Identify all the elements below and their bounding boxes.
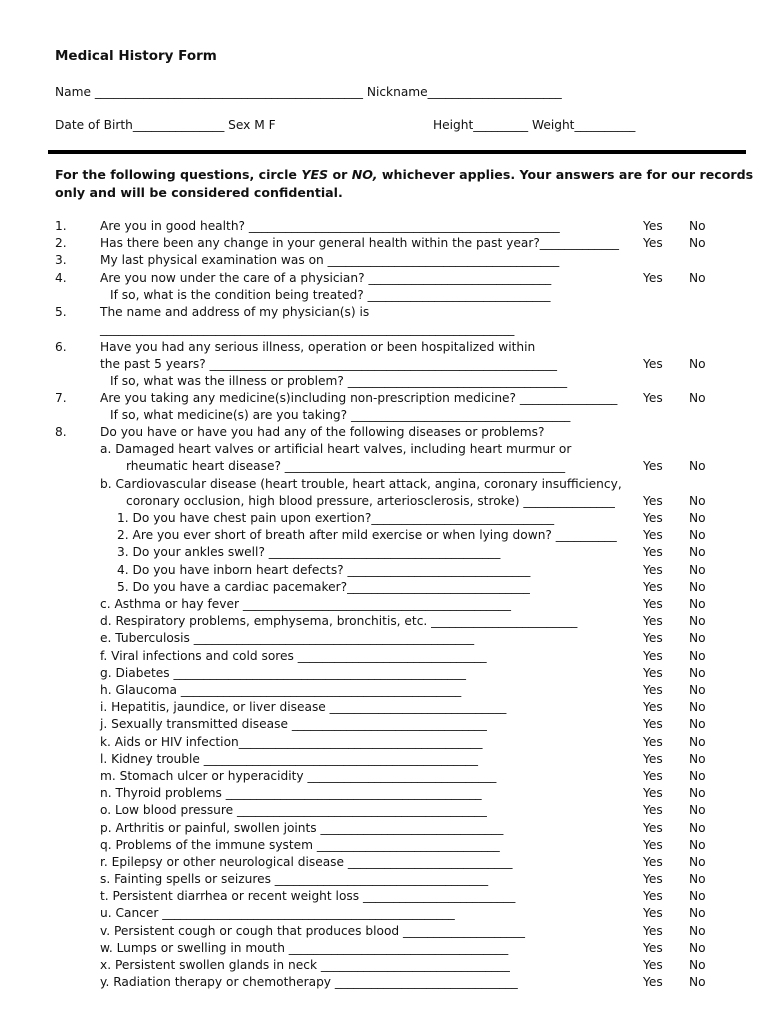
question-row — [0, 665, 770, 682]
question-row — [0, 235, 770, 252]
dob-sex-line[interactable]: Date of Birth_______________ Sex M F — [55, 118, 276, 132]
yes-option[interactable]: Yes — [643, 563, 663, 577]
no-option[interactable]: No — [689, 700, 706, 714]
question-text[interactable]: h. Glaucoma ______________________________________________ — [100, 683, 462, 697]
question-row — [0, 854, 770, 871]
question-text[interactable]: Are you in good health? ___________________________________________________ — [100, 219, 560, 233]
instructions-pre: For the following questions, circle — [55, 167, 302, 182]
form-title: Medical History Form — [55, 48, 217, 64]
question-row — [0, 716, 770, 733]
no-option[interactable]: No — [689, 528, 706, 542]
question-text[interactable]: The name and address of my physician(s) is — [100, 305, 370, 319]
question-row — [0, 699, 770, 716]
no-option[interactable]: No — [689, 872, 706, 886]
question-text[interactable]: 5. Do you have a cardiac pacemaker?______________________________ — [117, 580, 530, 594]
no-option[interactable]: No — [689, 735, 706, 749]
question-text[interactable]: f. Viral infections and cold sores _______________________________ — [100, 649, 487, 663]
no-option[interactable]: No — [689, 545, 706, 559]
question-text[interactable]: b. Cardiovascular disease (heart trouble, heart attack, angina, coronary insufficiency, — [100, 477, 622, 491]
no-option[interactable]: No — [689, 855, 706, 869]
yes-option[interactable]: Yes — [643, 889, 663, 903]
instructions-yes: YES — [301, 167, 329, 182]
yes-option[interactable]: Yes — [643, 391, 663, 405]
question-row — [0, 424, 770, 441]
no-option[interactable]: No — [689, 614, 706, 628]
question-row — [0, 527, 770, 544]
question-text[interactable]: y. Radiation therapy or chemotherapy ______________________________ — [100, 975, 518, 989]
question-row — [0, 562, 770, 579]
question-row — [0, 751, 770, 768]
no-option[interactable]: No — [689, 975, 706, 989]
question-row — [0, 321, 770, 338]
question-text[interactable]: Has there been any change in your general health within the past year?_____________ — [100, 236, 620, 250]
yes-option[interactable]: Yes — [643, 631, 663, 645]
question-row — [0, 287, 770, 304]
question-text[interactable]: Are you now under the care of a physician? ______________________________ — [100, 271, 552, 285]
question-row — [0, 304, 770, 321]
question-text[interactable]: x. Persistent swollen glands in neck _______________________________ — [100, 958, 510, 972]
no-option[interactable]: No — [689, 271, 706, 285]
no-option[interactable]: No — [689, 666, 706, 680]
question-row — [0, 871, 770, 888]
question-text[interactable]: If so, what medicine(s) are you taking? ____________________________________ — [110, 408, 571, 422]
yes-option[interactable]: Yes — [643, 528, 663, 542]
yes-option[interactable]: Yes — [643, 821, 663, 835]
question-text[interactable]: v. Persistent cough or cough that produces blood ____________________ — [100, 924, 525, 938]
yes-option[interactable]: Yes — [643, 717, 663, 731]
yes-option[interactable]: Yes — [643, 357, 663, 371]
question-text[interactable]: If so, what is the condition being treated? ______________________________ — [110, 288, 551, 302]
no-option[interactable]: No — [689, 717, 706, 731]
question-text[interactable]: Have you had any serious illness, operation or been hospitalized within — [100, 340, 536, 354]
no-option[interactable]: No — [689, 786, 706, 800]
question-text[interactable]: p. Arthritis or painful, swollen joints ______________________________ — [100, 821, 504, 835]
question-row — [0, 407, 770, 424]
yes-option[interactable]: Yes — [643, 975, 663, 989]
question-text[interactable]: j. Sexually transmitted disease ________________________________ — [100, 717, 487, 731]
yes-option[interactable]: Yes — [643, 769, 663, 783]
question-text[interactable]: ____________________________________________________________________ — [100, 322, 515, 336]
question-row — [0, 252, 770, 269]
no-option[interactable]: No — [689, 459, 706, 473]
question-text[interactable]: Are you taking any medicine(s)including non-prescription medicine? ________________ — [100, 391, 618, 405]
yes-option[interactable]: Yes — [643, 941, 663, 955]
yes-option[interactable]: Yes — [643, 459, 663, 473]
no-option[interactable]: No — [689, 597, 706, 611]
no-option[interactable]: No — [689, 924, 706, 938]
no-option[interactable]: No — [689, 941, 706, 955]
question-text[interactable]: t. Persistent diarrhea or recent weight loss _________________________ — [100, 889, 516, 903]
yes-option[interactable]: Yes — [643, 545, 663, 559]
question-row — [0, 493, 770, 510]
yes-option[interactable]: Yes — [643, 803, 663, 817]
question-row — [0, 544, 770, 561]
instructions-post: whichever applies. Your answers are for our records only and will be considered confidential. — [55, 167, 754, 200]
no-option[interactable]: No — [689, 494, 706, 508]
yes-option[interactable]: Yes — [643, 683, 663, 697]
question-text[interactable]: 3. Do your ankles swell? ______________________________________ — [117, 545, 501, 559]
question-text[interactable]: d. Respiratory problems, emphysema, bronchitis, etc. ________________________ — [100, 614, 578, 628]
question-row — [0, 940, 770, 957]
height-weight-line[interactable]: Height_________ Weight__________ — [433, 118, 636, 132]
no-option[interactable]: No — [689, 357, 706, 371]
yes-option[interactable]: Yes — [643, 580, 663, 594]
yes-option[interactable]: Yes — [643, 597, 663, 611]
question-text[interactable]: 1. Do you have chest pain upon exertion?______________________________ — [117, 511, 555, 525]
instructions-no: NO, — [351, 167, 378, 182]
yes-option[interactable]: Yes — [643, 666, 663, 680]
name-nickname-line[interactable]: Name ____________________________________________ Nickname______________________ — [55, 85, 562, 99]
no-option[interactable]: No — [689, 683, 706, 697]
yes-option[interactable]: Yes — [643, 958, 663, 972]
question-text[interactable]: l. Kidney trouble _____________________________________________ — [100, 752, 478, 766]
question-row — [0, 476, 770, 493]
question-row — [0, 596, 770, 613]
question-text[interactable]: i. Hepatitis, jaundice, or liver disease _____________________________ — [100, 700, 507, 714]
no-option[interactable]: No — [689, 821, 706, 835]
question-row — [0, 888, 770, 905]
no-option[interactable]: No — [689, 563, 706, 577]
yes-option[interactable]: Yes — [643, 271, 663, 285]
question-text[interactable]: k. Aids or HIV infection________________________________________ — [100, 735, 483, 749]
instructions — [55, 166, 755, 202]
no-option[interactable]: No — [689, 511, 706, 525]
question-row — [0, 734, 770, 751]
question-text[interactable]: coronary occlusion, high blood pressure, arteriosclerosis, stroke) _______________ — [126, 494, 615, 508]
question-text[interactable]: 2. Are you ever short of breath after mild exercise or when lying down? __________ — [117, 528, 617, 542]
question-text[interactable]: My last physical examination was on ______________________________________ — [100, 253, 560, 267]
yes-option[interactable]: Yes — [643, 219, 663, 233]
question-number: 5. — [55, 305, 67, 319]
question-text[interactable]: g. Diabetes ________________________________________________ — [100, 666, 466, 680]
no-option[interactable]: No — [689, 580, 706, 594]
question-number: 8. — [55, 425, 67, 439]
question-text[interactable]: e. Tuberculosis ______________________________________________ — [100, 631, 475, 645]
question-number: 4. — [55, 271, 67, 285]
no-option[interactable]: No — [689, 752, 706, 766]
question-row — [0, 648, 770, 665]
no-option[interactable]: No — [689, 889, 706, 903]
question-number: 2. — [55, 236, 67, 250]
yes-option[interactable]: Yes — [643, 872, 663, 886]
question-row — [0, 682, 770, 699]
question-row — [0, 905, 770, 922]
question-text[interactable]: u. Cancer ________________________________________________ — [100, 906, 455, 920]
question-row — [0, 923, 770, 940]
question-row — [0, 974, 770, 991]
question-row — [0, 441, 770, 458]
yes-option[interactable]: Yes — [643, 511, 663, 525]
yes-option[interactable]: Yes — [643, 700, 663, 714]
yes-option[interactable]: Yes — [643, 855, 663, 869]
question-text[interactable]: w. Lumps or swelling in mouth ____________________________________ — [100, 941, 509, 955]
no-option[interactable]: No — [689, 391, 706, 405]
question-row — [0, 630, 770, 647]
question-row — [0, 837, 770, 854]
yes-option[interactable]: Yes — [643, 906, 663, 920]
yes-option[interactable]: Yes — [643, 236, 663, 250]
question-number: 3. — [55, 253, 67, 267]
question-row — [0, 957, 770, 974]
question-row — [0, 785, 770, 802]
no-option[interactable]: No — [689, 958, 706, 972]
question-row — [0, 339, 770, 356]
yes-option[interactable]: Yes — [643, 838, 663, 852]
no-option[interactable]: No — [689, 631, 706, 645]
question-row — [0, 270, 770, 287]
question-row — [0, 356, 770, 373]
question-text[interactable]: If so, what was the illness or problem? ____________________________________ — [110, 374, 568, 388]
yes-option[interactable]: Yes — [643, 494, 663, 508]
question-row — [0, 510, 770, 527]
question-text[interactable]: c. Asthma or hay fever ____________________________________________ — [100, 597, 511, 611]
question-row — [0, 218, 770, 235]
question-row — [0, 373, 770, 390]
question-row — [0, 802, 770, 819]
question-number: 1. — [55, 219, 67, 233]
question-text[interactable]: rheumatic heart disease? ______________________________________________ — [126, 459, 566, 473]
yes-option[interactable]: Yes — [643, 614, 663, 628]
yes-option[interactable]: Yes — [643, 752, 663, 766]
yes-option[interactable]: Yes — [643, 924, 663, 938]
question-text[interactable]: a. Damaged heart valves or artificial heart valves, including heart murmur or — [100, 442, 572, 456]
no-option[interactable]: No — [689, 769, 706, 783]
question-text[interactable]: m. Stomach ulcer or hyperacidity _______________________________ — [100, 769, 497, 783]
question-row — [0, 390, 770, 407]
question-text[interactable]: 4. Do you have inborn heart defects? ______________________________ — [117, 563, 531, 577]
question-text[interactable]: s. Fainting spells or seizures ___________________________________ — [100, 872, 489, 886]
no-option[interactable]: No — [689, 906, 706, 920]
no-option[interactable]: No — [689, 236, 706, 250]
instructions-mid: or — [328, 167, 352, 182]
section-divider — [48, 150, 746, 154]
question-text[interactable]: the past 5 years? _________________________________________________________ — [100, 357, 557, 371]
question-text[interactable]: o. Low blood pressure _________________________________________ — [100, 803, 487, 817]
yes-option[interactable]: Yes — [643, 649, 663, 663]
question-number: 7. — [55, 391, 67, 405]
yes-option[interactable]: Yes — [643, 786, 663, 800]
no-option[interactable]: No — [689, 803, 706, 817]
question-row — [0, 579, 770, 596]
question-text[interactable]: n. Thyroid problems __________________________________________ — [100, 786, 482, 800]
question-text[interactable]: r. Epilepsy or other neurological disease ___________________________ — [100, 855, 513, 869]
question-number: 6. — [55, 340, 67, 354]
yes-option[interactable]: Yes — [643, 735, 663, 749]
question-text[interactable]: q. Problems of the immune system ______________________________ — [100, 838, 500, 852]
question-row — [0, 820, 770, 837]
question-row — [0, 458, 770, 475]
question-row — [0, 613, 770, 630]
question-row — [0, 768, 770, 785]
no-option[interactable]: No — [689, 219, 706, 233]
no-option[interactable]: No — [689, 649, 706, 663]
no-option[interactable]: No — [689, 838, 706, 852]
question-text[interactable]: Do you have or have you had any of the following diseases or problems? — [100, 425, 545, 439]
